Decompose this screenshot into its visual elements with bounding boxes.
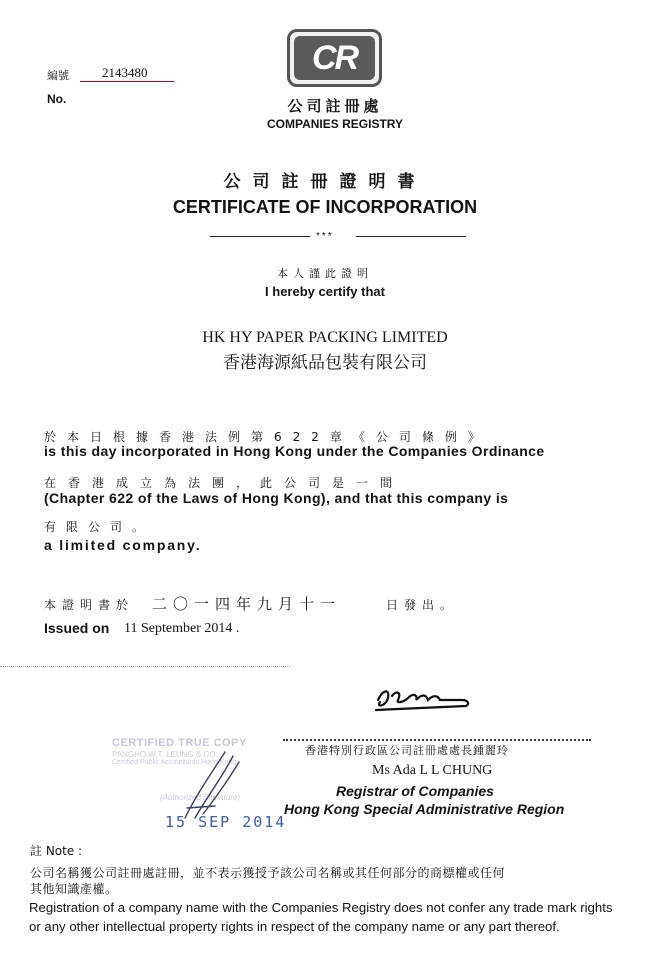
stamp-date: 15 SEP 2014 xyxy=(165,813,287,831)
body-line2-en: (Chapter 622 of the Laws of Hong Kong), and that this company is xyxy=(44,490,509,506)
certificate-title-cn: 公司註冊證明書 xyxy=(223,172,427,192)
note-label: 註 Note : xyxy=(30,844,83,858)
issued-label-en: Issued on xyxy=(44,620,110,636)
company-name-en: HK HY PAPER PACKING LIMITED xyxy=(202,329,448,346)
stamp-signature xyxy=(175,748,245,823)
certify-text-en: I hereby certify that xyxy=(265,284,385,299)
registrar-region-en: Hong Kong Special Administrative Region xyxy=(284,801,565,817)
title-divider-left xyxy=(210,236,310,237)
certificate-number-label-cn: 編號 xyxy=(47,69,69,82)
body-line1-en: is this day incorporated in Hong Kong under the Companies Ordinance xyxy=(44,443,545,459)
registrar-name: Ms Ada L L CHUNG xyxy=(372,763,493,778)
companies-registry-logo xyxy=(287,29,382,87)
registry-name-en: COMPANIES REGISTRY xyxy=(266,117,403,131)
registrar-title-cn: 香港特別行政區公司註冊處處長鍾麗玲 xyxy=(305,744,509,757)
stamp-firm-name: PANGHO W.T. LEUNG & CO. xyxy=(112,750,218,759)
body-line1-cn: 於本日根據香港法例第622章《公司條例》 xyxy=(44,430,491,444)
signature-dotted-line xyxy=(283,739,591,741)
title-divider-right xyxy=(356,236,466,237)
certificate-number-label-en: No. xyxy=(47,92,67,106)
certificate-title-en: CERTIFICATE OF INCORPORATION xyxy=(172,197,478,217)
company-name-cn: 香港海源紙品包裝有限公司 xyxy=(223,353,427,373)
issued-suffix-cn: 日發出。 xyxy=(386,598,459,612)
registrar-title-en: Registrar of Companies xyxy=(336,783,494,799)
stamp-firm-description: Certified Public Accountants Hong Kong xyxy=(112,759,237,766)
body-line3-en: a limited company. xyxy=(44,537,202,553)
title-divider-stars: *** xyxy=(316,231,334,242)
registry-name-cn: 公司註冊處 xyxy=(287,97,383,115)
stamp-certified-true-copy: CERTIFIED TRUE COPY xyxy=(112,737,247,749)
certificate-number-value: 2143480 xyxy=(80,65,174,82)
body-line3-cn: 有限公司。 xyxy=(44,520,155,534)
issued-date-en: 11 September 2014 . xyxy=(124,621,240,636)
note-text-cn-line2: 其他知識產權。 xyxy=(30,882,118,896)
issued-prefix-cn: 本證明書於 xyxy=(44,598,135,612)
issued-date-cn: 二〇一四年九月十一 xyxy=(152,595,342,613)
stamp-authorized-signature: (Authorized Signature) xyxy=(160,793,241,802)
body-line2-cn: 在香港成立為法團，此公司是一間 xyxy=(44,476,405,490)
registrar-signature xyxy=(370,680,485,720)
certify-text-cn: 本人謹此證明 xyxy=(277,267,373,280)
logo-text: CR xyxy=(311,38,358,77)
note-text-cn-line1: 公司名稱獲公司註冊處註冊，並不表示獲授予該公司名稱或其任何部分的商標權或任何 xyxy=(30,866,506,880)
note-text-en-line1: Registration of a company name with the Companies Registry does not confer any trade mark rights xyxy=(29,900,613,915)
left-dotted-rule xyxy=(0,666,290,667)
note-text-en-line2: or any other intellectual property rights in respect of the company name or any part thereof. xyxy=(29,919,560,934)
